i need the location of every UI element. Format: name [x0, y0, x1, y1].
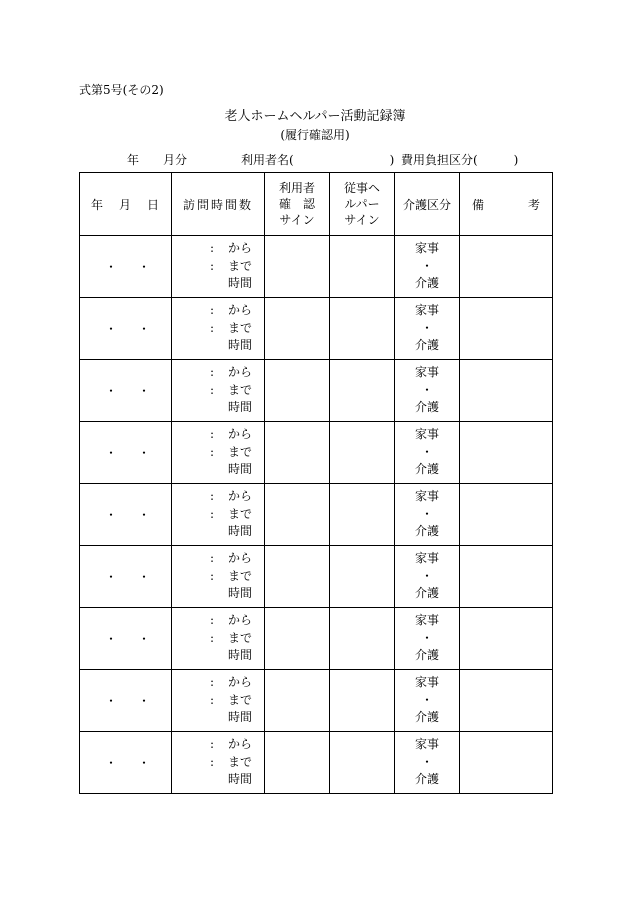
user-confirm-sign-cell[interactable] — [265, 670, 330, 732]
time-to-label: まで — [228, 692, 253, 707]
visit-time-cell[interactable] — [172, 360, 265, 422]
remarks-cell[interactable] — [460, 360, 553, 422]
care-type-nursing: 介護 — [414, 400, 439, 415]
header-date-year: 年 — [91, 197, 104, 212]
time-hours-label: 時間 — [228, 524, 253, 539]
care-type-housework: 家事 — [414, 303, 439, 318]
date-dot: ・ — [105, 508, 118, 522]
helper-sign-cell[interactable] — [330, 360, 395, 422]
care-type-housework: 家事 — [414, 613, 439, 628]
time-hours-label: 時間 — [228, 462, 253, 477]
header-helper-sign-line1: 従事ヘ — [343, 181, 380, 195]
care-type-separator: ・ — [420, 382, 433, 397]
remarks-cell[interactable] — [460, 608, 553, 670]
time-colon: : — [210, 551, 215, 566]
time-hours-label: 時間 — [228, 276, 253, 291]
care-type-separator: ・ — [420, 320, 433, 335]
user-confirm-sign-cell[interactable] — [265, 236, 330, 298]
visit-time-cell[interactable] — [172, 298, 265, 360]
care-type-cell[interactable] — [395, 422, 460, 484]
remarks-cell[interactable] — [460, 422, 553, 484]
date-dot: ・ — [105, 384, 118, 398]
time-colon: : — [210, 320, 215, 335]
care-type-separator: ・ — [420, 444, 433, 459]
time-colon: : — [210, 444, 215, 459]
helper-sign-cell[interactable] — [330, 236, 395, 298]
care-type-nursing: 介護 — [414, 648, 439, 663]
care-type-separator: ・ — [420, 506, 433, 521]
header-date-day: 日 — [146, 197, 159, 212]
time-hours-label: 時間 — [228, 586, 253, 601]
time-hours-label: 時間 — [228, 710, 253, 725]
care-type-housework: 家事 — [414, 365, 439, 380]
time-from-label: から — [228, 489, 253, 504]
date-cell[interactable] — [80, 236, 172, 298]
time-colon: : — [210, 692, 215, 707]
document-subtitle: (履行確認用) — [280, 128, 350, 142]
helper-sign-cell[interactable] — [330, 670, 395, 732]
care-type-cell[interactable] — [395, 732, 460, 794]
care-type-housework: 家事 — [414, 241, 439, 256]
date-dot: ・ — [105, 632, 118, 646]
time-from-label: から — [228, 613, 253, 628]
helper-sign-cell[interactable] — [330, 484, 395, 546]
date-dot: ・ — [138, 756, 151, 770]
time-from-label: から — [228, 675, 253, 690]
care-type-nursing: 介護 — [414, 772, 439, 787]
user-confirm-sign-cell[interactable] — [265, 732, 330, 794]
date-dot: ・ — [105, 694, 118, 708]
user-name-field: 利用者名( ) — [241, 153, 395, 167]
care-type-cell[interactable] — [395, 298, 460, 360]
table-row — [80, 670, 553, 732]
date-cell[interactable] — [80, 546, 172, 608]
care-type-cell[interactable] — [395, 546, 460, 608]
care-type-nursing: 介護 — [414, 524, 439, 539]
date-cell[interactable] — [80, 608, 172, 670]
document-title: 老人ホームヘルパー活動記録簿 — [224, 109, 406, 124]
care-type-housework: 家事 — [414, 737, 439, 752]
time-to-label: まで — [228, 754, 253, 769]
helper-sign-cell[interactable] — [330, 608, 395, 670]
header-user-confirm-line2: 確 認 — [278, 197, 315, 211]
care-type-separator: ・ — [420, 692, 433, 707]
table-body — [80, 236, 553, 794]
remarks-cell[interactable] — [460, 546, 553, 608]
helper-sign-cell[interactable] — [330, 546, 395, 608]
date-dot: ・ — [105, 446, 118, 460]
care-type-separator: ・ — [420, 568, 433, 583]
care-type-separator: ・ — [420, 754, 433, 769]
user-confirm-sign-cell[interactable] — [265, 360, 330, 422]
time-colon: : — [210, 506, 215, 521]
time-to-label: まで — [228, 568, 253, 583]
activity-log-table — [79, 172, 553, 794]
user-confirm-sign-cell[interactable] — [265, 546, 330, 608]
header-helper-sign-line2: ルパー — [344, 197, 380, 211]
time-from-label: から — [228, 427, 253, 442]
time-colon: : — [210, 241, 215, 256]
table-row — [80, 546, 553, 608]
time-to-label: まで — [228, 630, 253, 645]
date-cell[interactable] — [80, 422, 172, 484]
fee-category-field: 費用負担区分( ) — [401, 153, 519, 167]
header-remarks — [460, 173, 553, 236]
remarks-cell[interactable] — [460, 236, 553, 298]
time-colon: : — [210, 737, 215, 752]
date-dot: ・ — [138, 322, 151, 336]
table-row — [80, 360, 553, 422]
time-from-label: から — [228, 303, 253, 318]
time-to-label: まで — [228, 258, 253, 273]
user-confirm-sign-cell[interactable] — [265, 608, 330, 670]
time-from-label: から — [228, 241, 253, 256]
care-type-housework: 家事 — [414, 489, 439, 504]
time-from-label: から — [228, 365, 253, 380]
care-type-separator: ・ — [420, 258, 433, 273]
care-type-cell[interactable] — [395, 360, 460, 422]
time-to-label: まで — [228, 382, 253, 397]
table-header-row — [80, 173, 553, 236]
table-row — [80, 484, 553, 546]
time-from-label: から — [228, 551, 253, 566]
date-dot: ・ — [138, 446, 151, 460]
remarks-cell[interactable] — [460, 298, 553, 360]
header-visit-time: 訪問時間数 — [172, 173, 265, 236]
time-to-label: まで — [228, 444, 253, 459]
care-type-housework: 家事 — [414, 551, 439, 566]
table-row — [80, 608, 553, 670]
header-helper-sign-line3: サイン — [344, 213, 380, 227]
helper-sign-cell[interactable] — [330, 732, 395, 794]
date-dot: ・ — [105, 260, 118, 274]
visit-time-cell[interactable] — [172, 670, 265, 732]
time-hours-label: 時間 — [228, 400, 253, 415]
time-from-label: から — [228, 737, 253, 752]
header-user-confirm — [265, 173, 330, 236]
visit-time-cell[interactable] — [172, 484, 265, 546]
user-confirm-sign-cell[interactable] — [265, 484, 330, 546]
visit-time-cell[interactable] — [172, 732, 265, 794]
care-type-cell[interactable] — [395, 484, 460, 546]
date-dot: ・ — [138, 384, 151, 398]
date-cell[interactable] — [80, 670, 172, 732]
time-colon: : — [210, 568, 215, 583]
date-dot: ・ — [105, 322, 118, 336]
header-user-confirm-line3: サイン — [279, 213, 315, 227]
date-dot: ・ — [138, 508, 151, 522]
time-hours-label: 時間 — [228, 648, 253, 663]
remarks-cell[interactable] — [460, 732, 553, 794]
time-colon: : — [210, 258, 215, 273]
date-cell[interactable] — [80, 732, 172, 794]
date-dot: ・ — [105, 570, 118, 584]
table-row — [80, 732, 553, 794]
time-hours-label: 時間 — [228, 338, 253, 353]
date-dot: ・ — [138, 632, 151, 646]
helper-sign-cell[interactable] — [330, 298, 395, 360]
care-type-cell[interactable] — [395, 670, 460, 732]
time-colon: : — [210, 630, 215, 645]
date-dot: ・ — [138, 694, 151, 708]
time-colon: : — [210, 675, 215, 690]
header-remarks-part1: 備 — [472, 197, 485, 212]
table-row — [80, 298, 553, 360]
table-row — [80, 422, 553, 484]
header-remarks-part2: 考 — [527, 197, 540, 212]
header-date-month: 月 — [118, 197, 131, 212]
date-cell[interactable] — [80, 360, 172, 422]
date-cell[interactable] — [80, 484, 172, 546]
time-to-label: まで — [228, 320, 253, 335]
time-colon: : — [210, 427, 215, 442]
date-dot: ・ — [138, 260, 151, 274]
remarks-cell[interactable] — [460, 484, 553, 546]
care-type-cell[interactable] — [395, 608, 460, 670]
time-colon: : — [210, 365, 215, 380]
visit-time-cell[interactable] — [172, 608, 265, 670]
care-type-nursing: 介護 — [414, 338, 439, 353]
date-dot: ・ — [105, 756, 118, 770]
visit-time-cell[interactable] — [172, 236, 265, 298]
time-to-label: まで — [228, 506, 253, 521]
time-colon: : — [210, 303, 215, 318]
user-confirm-sign-cell[interactable] — [265, 298, 330, 360]
month-field: 年 月分 — [127, 153, 188, 167]
time-colon: : — [210, 489, 215, 504]
header-user-confirm-line1: 利用者 — [278, 181, 315, 195]
care-type-nursing: 介護 — [414, 462, 439, 477]
header-date — [80, 173, 172, 236]
care-type-separator: ・ — [420, 630, 433, 645]
care-type-nursing: 介護 — [414, 276, 439, 291]
time-colon: : — [210, 382, 215, 397]
time-colon: : — [210, 754, 215, 769]
form-id: 式第5号(その2) — [79, 83, 164, 97]
date-cell[interactable] — [80, 298, 172, 360]
time-colon: : — [210, 613, 215, 628]
visit-time-cell[interactable] — [172, 546, 265, 608]
date-dot: ・ — [138, 570, 151, 584]
care-type-cell[interactable] — [395, 236, 460, 298]
visit-time-cell[interactable] — [172, 422, 265, 484]
care-type-nursing: 介護 — [414, 586, 439, 601]
header-helper-sign — [330, 173, 395, 236]
table-row — [80, 236, 553, 298]
time-hours-label: 時間 — [228, 772, 253, 787]
care-type-housework: 家事 — [414, 427, 439, 442]
care-type-housework: 家事 — [414, 675, 439, 690]
header-care-type: 介護区分 — [395, 173, 460, 236]
user-confirm-sign-cell[interactable] — [265, 422, 330, 484]
helper-sign-cell[interactable] — [330, 422, 395, 484]
care-type-nursing: 介護 — [414, 710, 439, 725]
remarks-cell[interactable] — [460, 670, 553, 732]
